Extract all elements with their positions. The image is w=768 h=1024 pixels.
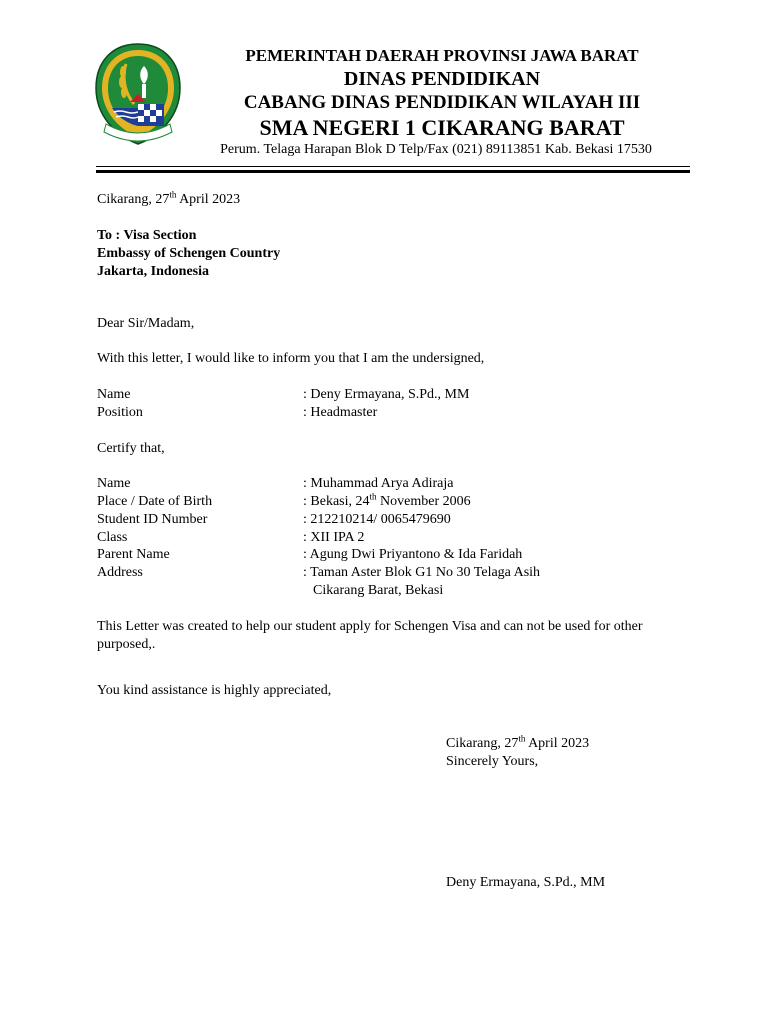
student-birth-value: : Bekasi, 24th November 2006 — [303, 491, 471, 509]
signature-date: Cikarang, 27th April 2023 — [446, 733, 590, 751]
undersigned-name-value: : Deny Ermayana, S.Pd., MM — [303, 387, 470, 402]
purpose-line-2: purposed,. — [97, 637, 156, 652]
student-parent-label: Parent Name — [97, 547, 170, 562]
student-address-value-1: : Taman Aster Blok G1 No 30 Telaga Asih — [303, 565, 541, 580]
student-address-value-2: Cikarang Barat, Bekasi — [313, 583, 444, 598]
letter-date: Cikarang, 27th April 2023 — [97, 189, 241, 207]
header-divider-thin — [96, 166, 690, 167]
student-parent-value: : Agung Dwi Priyantono & Ida Faridah — [303, 547, 523, 562]
salutation: Dear Sir/Madam, — [97, 316, 195, 331]
student-id-label: Student ID Number — [97, 512, 208, 527]
recipient-line-3: Jakarta, Indonesia — [97, 264, 210, 279]
undersigned-position-label: Position — [97, 405, 143, 420]
recipient-line-2: Embassy of Schengen Country — [97, 246, 281, 261]
header-government: PEMERINTAH DAERAH PROVINSI JAWA BARAT — [245, 46, 639, 65]
student-name-label: Name — [97, 476, 131, 491]
student-class-value: : XII IPA 2 — [303, 530, 365, 545]
student-class-label: Class — [97, 530, 128, 545]
signature-regards: Sincerely Yours, — [446, 754, 539, 769]
recipient-line-1: To : Visa Section — [97, 228, 197, 243]
header-address: Perum. Telaga Harapan Blok D Telp/Fax (021) 89113851 Kab. Bekasi 17530 — [220, 142, 652, 157]
closing-line: You kind assistance is highly appreciated, — [97, 683, 332, 698]
header-department: DINAS PENDIDIKAN — [343, 68, 541, 90]
header-school-name: SMA NEGERI 1 CIKARANG BARAT — [259, 115, 625, 140]
undersigned-position-value: : Headmaster — [303, 405, 378, 420]
header-divider-thick — [96, 170, 690, 173]
undersigned-name-label: Name — [97, 387, 131, 402]
header-branch: CABANG DINAS PENDIDIKAN WILAYAH III — [243, 92, 641, 113]
student-name-value: : Muhammad Arya Adiraja — [303, 476, 454, 491]
student-birth-label: Place / Date of Birth — [97, 494, 213, 509]
purpose-line-1: This Letter was created to help our student apply for Schengen Visa and can not be used for other — [97, 619, 643, 634]
certify-line: Certify that, — [97, 441, 165, 456]
signatory-name: Deny Ermayana, S.Pd., MM — [446, 875, 606, 890]
intro-paragraph: With this letter, I would like to inform you that I am the undersigned, — [97, 351, 485, 366]
student-address-label: Address — [97, 565, 143, 580]
student-id-value: : 212210214/ 0065479690 — [303, 512, 451, 527]
west-java-emblem-logo — [94, 42, 182, 146]
